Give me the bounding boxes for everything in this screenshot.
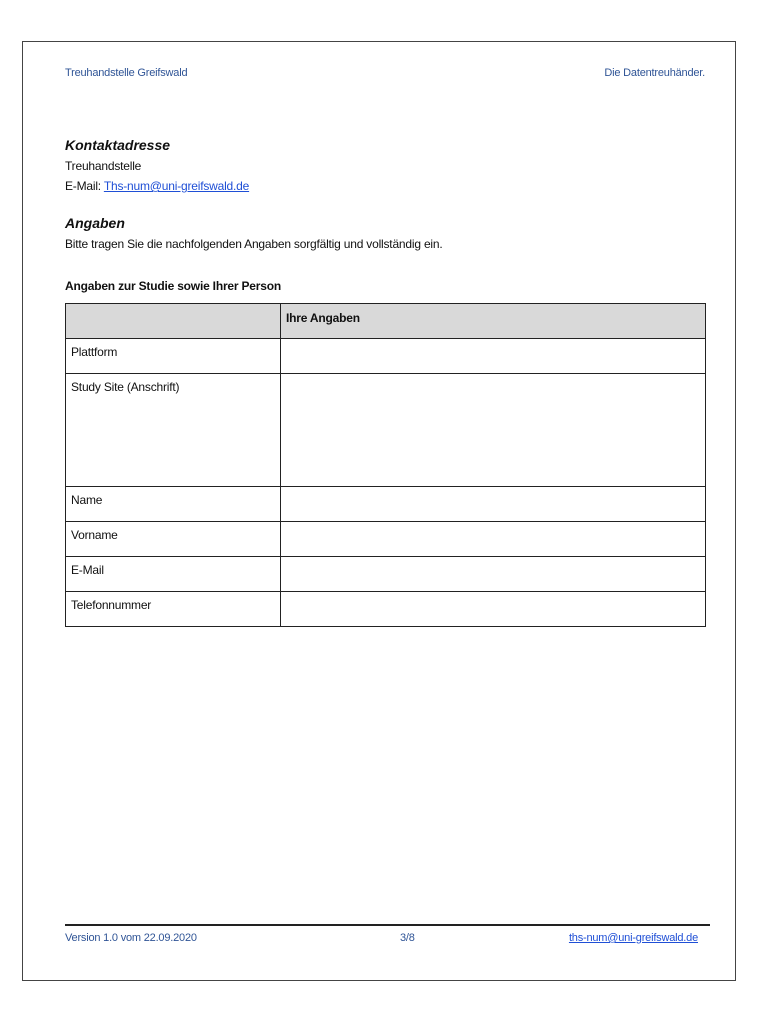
footer-divider — [65, 924, 710, 926]
page-content — [65, 137, 707, 627]
row-value-study-site[interactable] — [281, 374, 706, 487]
table-header-value: Ihre Angaben — [281, 304, 706, 339]
row-label-plattform: Plattform — [66, 339, 281, 374]
row-label-name: Name — [66, 487, 281, 522]
contact-email-line — [65, 179, 707, 193]
row-label-study-site: Study Site (Anschrift) — [66, 374, 281, 487]
table-title: Angaben zur Studie sowie Ihrer Person — [65, 279, 281, 293]
row-label-vorname: Vorname — [66, 522, 281, 557]
header-left: Treuhandstelle Greifswald — [65, 67, 188, 79]
table-row — [66, 557, 706, 592]
table-row — [66, 487, 706, 522]
table-header-row — [66, 304, 706, 339]
table-row — [66, 339, 706, 374]
footer-page-number: 3/8 — [400, 932, 415, 944]
footer-email-link[interactable]: ths-num@uni-greifswald.de — [568, 932, 698, 944]
row-value-plattform[interactable] — [281, 339, 706, 374]
footer-version: Version 1.0 vom 22.09.2020 — [65, 932, 197, 944]
row-value-email[interactable] — [281, 557, 706, 592]
table-row — [66, 522, 706, 557]
row-label-email: E-Mail — [66, 557, 281, 592]
row-value-name[interactable] — [281, 487, 706, 522]
contact-org: Treuhandstelle — [65, 159, 142, 173]
details-intro: Bitte tragen Sie die nachfolgenden Angaben sorgfältig und vollständig ein. — [65, 237, 443, 251]
row-label-telefonnummer: Telefonnummer — [66, 592, 281, 627]
header-right: Die Datentreuhänder. — [604, 67, 705, 79]
table-row — [66, 592, 706, 627]
info-table — [65, 303, 706, 627]
document-page — [22, 41, 736, 981]
contact-heading: Kontaktadresse — [65, 137, 171, 153]
details-heading: Angaben — [65, 215, 125, 231]
row-value-vorname[interactable] — [281, 522, 706, 557]
table-header-field — [66, 304, 281, 339]
contact-email-label: E-Mail: — [65, 179, 104, 193]
contact-email-link[interactable]: Ths-num@uni-greifswald.de — [103, 179, 250, 193]
row-value-telefonnummer[interactable] — [281, 592, 706, 627]
table-row — [66, 374, 706, 487]
